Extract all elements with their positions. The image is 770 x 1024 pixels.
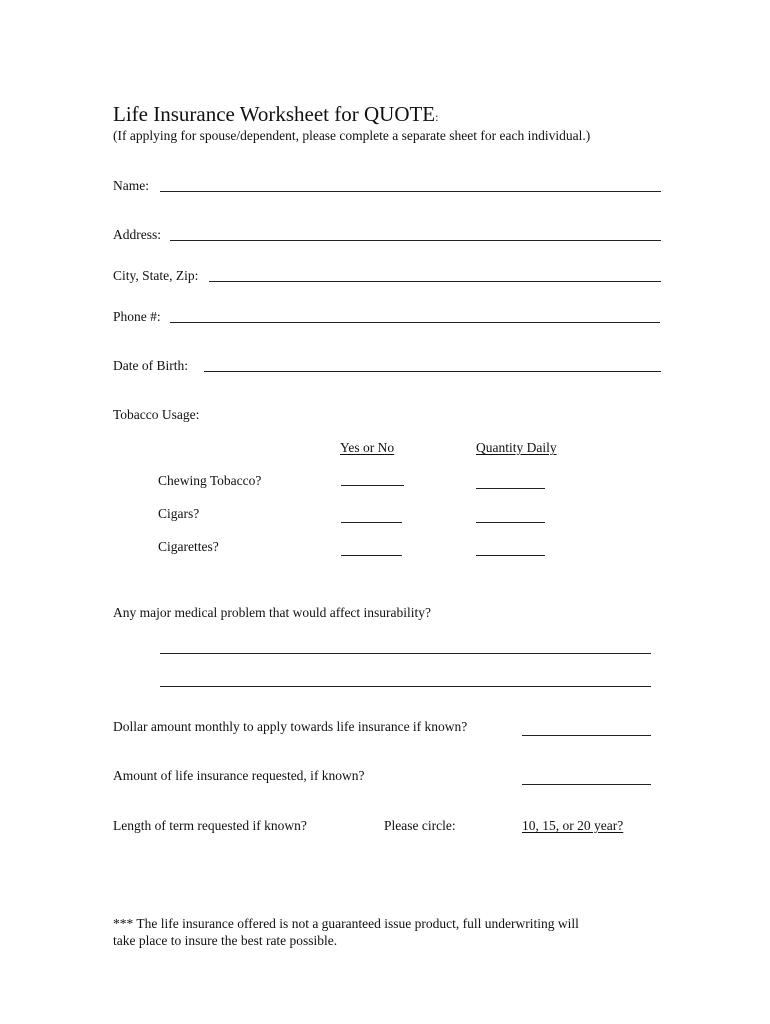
yes-no-column-header: Yes or No <box>340 440 395 455</box>
address-label: Address: <box>113 227 161 242</box>
chewing-tobacco-yes-no-field[interactable] <box>341 485 404 486</box>
please-circle-label: Please circle: <box>384 818 456 833</box>
disclaimer-line-2: take place to insure the best rate possible. <box>113 933 338 948</box>
phone-field[interactable] <box>170 322 660 323</box>
chewing-tobacco-quantity-field[interactable] <box>476 488 545 489</box>
city-state-zip-field[interactable] <box>209 281 661 282</box>
page-title <box>113 102 438 127</box>
medical-answer-line-1[interactable] <box>160 653 651 654</box>
city-state-zip-label: City, State, Zip: <box>113 268 199 283</box>
title-colon: : <box>435 110 439 124</box>
term-question: Length of term requested if known? <box>113 818 307 833</box>
phone-label: Phone #: <box>113 309 161 324</box>
subtitle: (If applying for spouse/dependent, please complete a separate sheet for each individual.) <box>113 128 591 143</box>
medical-answer-line-2[interactable] <box>160 686 651 687</box>
disclaimer-line-1: *** The life insurance offered is not a guaranteed issue product, full underwriting will <box>113 916 579 931</box>
cigarettes-quantity-field[interactable] <box>476 555 545 556</box>
cigars-yes-no-field[interactable] <box>341 522 402 523</box>
amount-requested-field[interactable] <box>522 784 651 785</box>
dollar-monthly-field[interactable] <box>522 735 651 736</box>
chewing-tobacco-label: Chewing Tobacco? <box>158 473 262 488</box>
dob-field[interactable] <box>204 371 661 372</box>
cigars-label: Cigars? <box>158 506 200 521</box>
address-field[interactable] <box>170 240 661 241</box>
cigarettes-label: Cigarettes? <box>158 539 219 554</box>
amount-requested-question: Amount of life insurance requested, if known? <box>113 768 365 783</box>
dollar-monthly-question: Dollar amount monthly to apply towards life insurance if known? <box>113 719 468 734</box>
medical-question: Any major medical problem that would affect insurability? <box>113 605 432 620</box>
name-label: Name: <box>113 178 149 193</box>
dob-label: Date of Birth: <box>113 358 188 373</box>
cigars-quantity-field[interactable] <box>476 522 545 523</box>
name-field[interactable] <box>160 191 661 192</box>
term-options[interactable]: 10, 15, or 20 year? <box>522 818 624 833</box>
title-text: Life Insurance Worksheet for QUOTE <box>113 102 436 126</box>
cigarettes-yes-no-field[interactable] <box>341 555 402 556</box>
tobacco-heading: Tobacco Usage: <box>113 407 200 422</box>
quantity-column-header: Quantity Daily <box>476 440 557 455</box>
